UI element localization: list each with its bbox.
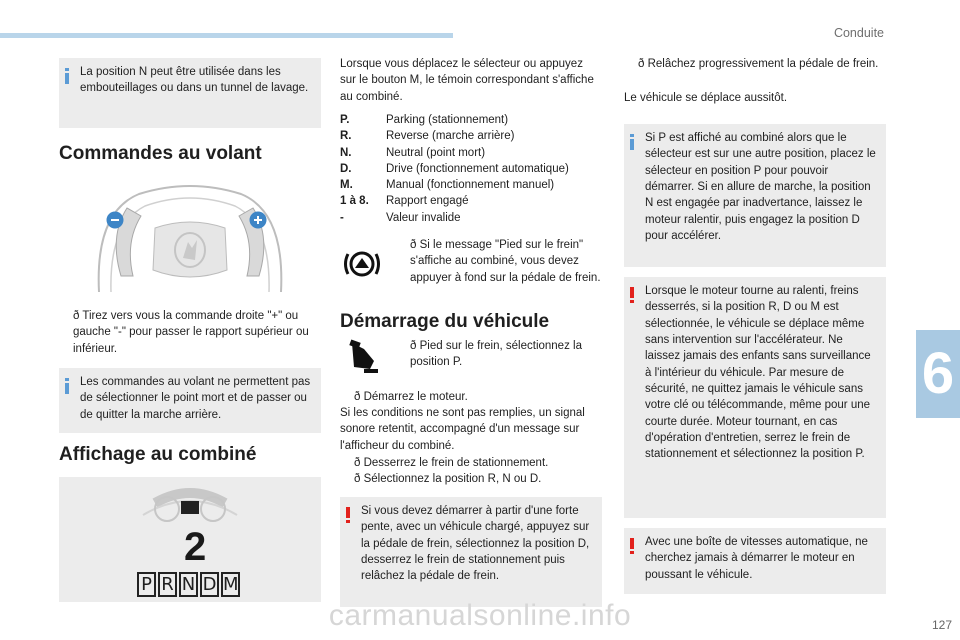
foot-on-brake-icon [346, 339, 380, 375]
header-bar [0, 33, 453, 38]
code-row [340, 112, 602, 128]
code-row [340, 193, 602, 209]
warning-text: Si vous devez démarrer à partir d'une forte pente, avec un véhicule chargé, appuyez sur la pédale de frein, sélectionnez la position D, desserrez le frein de stationnement puis relâchez la pédale de frein. [361, 505, 590, 583]
warning-icon [630, 287, 634, 301]
deplace-paragraph: Le véhicule se déplace aussitôt. [624, 92, 788, 104]
page-number: 127 [931, 617, 952, 632]
heading-demarrage: Démarrage du véhicule [340, 311, 550, 332]
position-codes-list [340, 112, 602, 226]
bullet-paddles [59, 308, 321, 357]
code-row [340, 128, 602, 144]
bullet-relachez [624, 56, 886, 72]
section-title: Conduite [833, 26, 884, 40]
gear-letter: P [137, 572, 156, 597]
gear-letter: R [158, 572, 177, 597]
cluster-display-illustration [59, 477, 321, 602]
bullet-pied-text: Pied sur le frein, sélectionnez la position P. [410, 340, 582, 369]
code-key: P. [340, 114, 350, 126]
bullet-selectionnez [340, 471, 602, 487]
code-value: Valeur invalide [386, 211, 461, 224]
gear-letter: M [223, 574, 239, 595]
warning-text: Avec une boîte de vitesses automatique, ne cherchez jamais à démarrer le moteur en poussant le véhicule. [645, 536, 868, 581]
heading-affichage-combine: Affichage au combiné [59, 444, 257, 465]
steering-wheel-illustration [59, 172, 321, 298]
bullet-message-frein [396, 237, 602, 286]
code-key: N. [340, 146, 352, 159]
info-icon [65, 378, 69, 392]
gear-number: 2 [184, 525, 207, 569]
gear-letter: D [200, 572, 219, 597]
info-text: Si P est affiché au combiné alors que le sélecteur est sur une autre position, placez le sélecteur en position P pour pouvoir démarrer. Si en allure de marche, la position N est engagée par inadvertance, laissez le moteur ralentir, puis engagez la position D pour accélérer. [645, 132, 876, 242]
code-key: M. [340, 179, 353, 192]
info-box-position-n [59, 58, 321, 128]
code-value: Reverse (marche arrière) [386, 130, 515, 143]
bullet-message-text: Si le message "Pied sur le frein" s'affiche au combiné, vous devez appuyer à fond sur la pédale de frein. [410, 239, 601, 284]
info-text: Les commandes au volant ne permettent pas de sélectionner le point mort et de passer ou de quitter la marche arrière. [80, 376, 311, 421]
warning-icon [630, 538, 634, 552]
warning-box-ralenti [624, 277, 886, 518]
code-key: R. [340, 130, 352, 143]
bullet-demarrez [340, 389, 602, 405]
code-key: 1 à 8. [340, 195, 369, 208]
bullet-desserrez-text: Desserrez le frein de stationnement. [363, 457, 549, 469]
info-text: La position N peut être utilisée dans les embouteillages ou dans un tunnel de lavage. [80, 66, 309, 95]
code-row [340, 145, 602, 161]
conditions-paragraph: Si les conditions ne sont pas remplies, un signal sonore retentit, accompagné d'un message sur l'afficheur du combiné. [340, 407, 585, 452]
warning-icon [346, 507, 350, 521]
code-key: - [340, 211, 344, 224]
code-value: Manual (fonctionnement manuel) [386, 179, 555, 192]
bullet-paddles-text: Tirez vers vous la commande droite "+" ou gauche "-" pour passer le rapport supérieur ou inférieur. [73, 310, 309, 355]
code-value: Rapport engagé [386, 195, 469, 208]
brake-warning-icon [342, 244, 382, 284]
code-value: Drive (fonctionnement automatique) [386, 162, 569, 175]
heading-commandes-volant: Commandes au volant [59, 143, 262, 164]
warning-box-pente [340, 497, 602, 607]
warning-text: Lorsque le moteur tourne au ralenti, freins desserrés, si la position R, D ou M est sélectionnée, le véhicule se déplace même sans intervention sur l'accélérateur. Ne laissez jamais des enfants sans surveillance à l'intérieur du véhicule. Par mesure de sécurité, ne quittez jamais le véhicule sans votre clé ou télécommande, même pour une courte durée. Moteur tournant, en cas d'opération d'entretien, serrez le frein de stationnement et sélectionnez la position P. [645, 285, 871, 461]
warning-box-pousser [624, 528, 886, 594]
watermark: carmanualsonline.info [328, 599, 632, 633]
chapter-tab: 6 [916, 330, 960, 418]
code-key: D. [340, 162, 352, 175]
code-row [340, 177, 602, 193]
code-row [340, 161, 602, 177]
bullet-selectionnez-text: Sélectionnez la position R, N ou D. [363, 473, 542, 485]
intro-paragraph: Lorsque vous déplacez le sélecteur ou appuyez sur le bouton M, le témoin correspondant s'affiche au combiné. [340, 58, 594, 103]
bullet-demarrez-text: Démarrez le moteur. [363, 391, 468, 403]
code-value: Parking (stationnement) [386, 114, 509, 126]
info-icon [65, 68, 69, 82]
code-row [340, 210, 602, 226]
bullet-desserrez [340, 455, 602, 471]
gear-letters [137, 572, 240, 597]
info-box-position-p [624, 124, 886, 267]
bullet-pied-frein [396, 338, 602, 371]
steering-wheel-icon [59, 172, 321, 298]
bullet-relachez-text: Relâchez progressivement la pédale de frein. [647, 58, 879, 70]
code-value: Neutral (point mort) [386, 146, 486, 159]
info-box-commandes [59, 368, 321, 433]
info-icon [630, 134, 634, 148]
gear-letter: N [179, 572, 198, 597]
